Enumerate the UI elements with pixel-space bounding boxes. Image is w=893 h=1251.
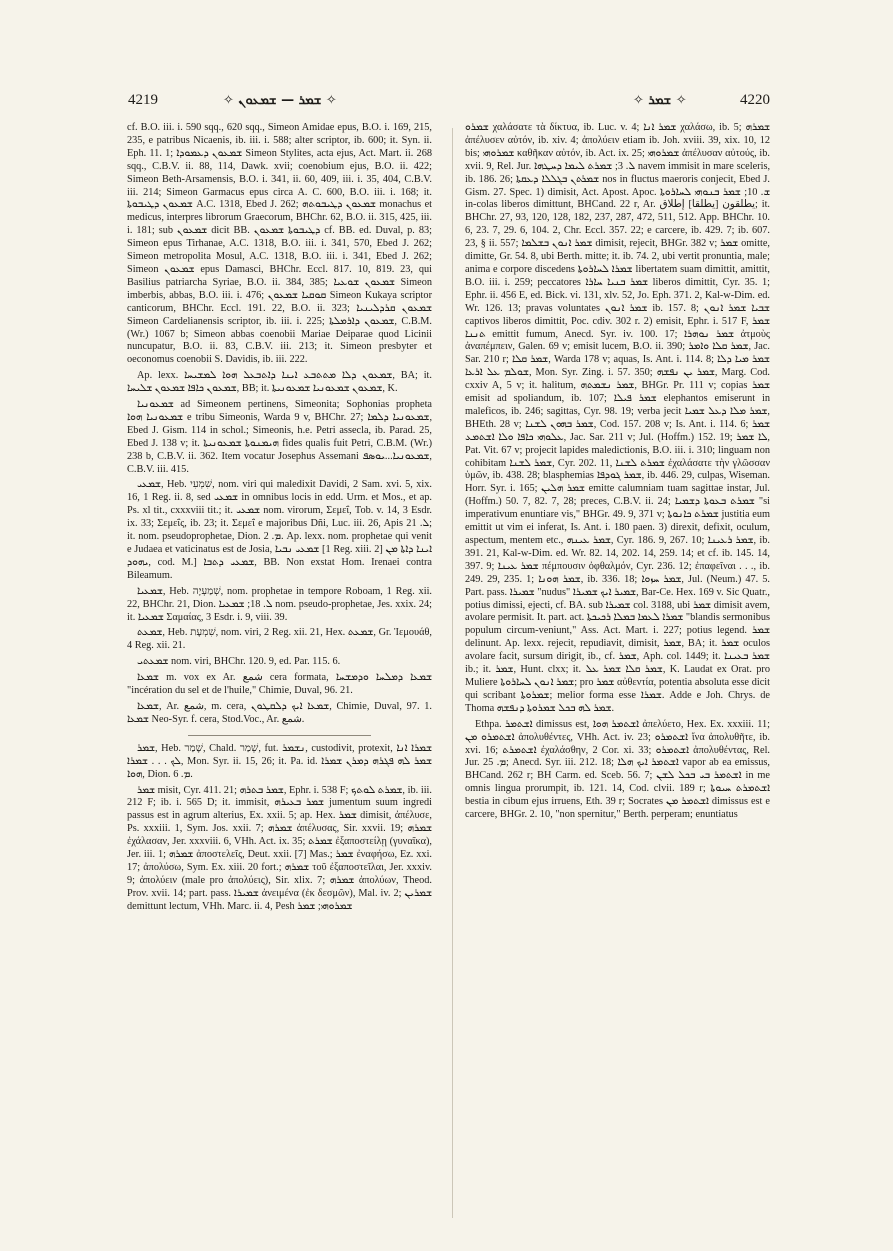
entry-paragraph: ܫܡܪ, Heb. שָׁמַר, Chald. שְׁמַר, fut. ܢܫܡܪ, custodivit, protexit, ܫܡܪܐ ܐܢܐ ܠܟ . . . ܫܡܪܐ, Mon. Syr. ii. 15, 26; it. Pa. id. ܫܡܪ ܠܗ ܦܓܪܗ ܕܡܪܢ ܫܡܪܐ ܗܘܐ, Dion. ܡ. 6. [127, 742, 432, 780]
section-divider [188, 735, 371, 736]
right-column [465, 122, 770, 1222]
entry-paragraph: Ethpa. ܐܫܬܡܪ dimissus est, ܐܫܬܡܪ ܗܘܐ ἀπελύετο, Hex. Ex. xxxiii. 11; ܐܫܬܡܪܘ ܡܢ ἀπολυθέντες, VHh. Act. iv. 23; ܐܫܬܡܪܘ ἵνα ἀπολυθῆτε, ib. xvi. 16; ܐܫܬܡܪܬ ἐχαλάσθην, 2 Cor. xi. 33; ܐܫܬܡܪܘ ἀπολυθέντας, Rel. Jur. ܡ. 25; Anecd. Syr. iii. 212. 18; ܐܫܬܡܪ ܐܝܟ ܗܠܐ vapor ab ea emissus, BHCand. 262 r; BH Carm. ed. Sceb. 56. 7; ܐܫܬܡܪ ܒܝ ܒܟܠ ܠܫܢ in me omnis lingua prorumpit, ib. 121. 14, Cod. clvii. 189 r; ܐܫܬܡܪܬ ܚܝܘܬܐ bestia in cibum ejus irruens, Eth. 39 r; Socrates ܐܫܬܡܪ ܡܢ dimissus est e carcere, BHGr. 2. 10, "non spernitur," Berth. perperam; enuntiatus [465, 718, 770, 821]
entry-paragraph: ܫܡܪ misit, Cyr. 411. 21; ܫܡܪ ܒܬܪܗ, Ephr. i. 538 F; ܫܡܪܬ ܠܘܬܟ, ib. iii. 212 F; ib. i. 565 D; it. immisit, ܫܡܪ ܒܥܝܪܗ jumentum suum ingredi passus est in agrum alterius, Ex. xxii. 5; ap. Hex. ܫܡܪ dimisit, ἀπέλυσε, Ps. xxxiii. 1, Sym. Jos. xxii. 7; ܫܡܪܗ ἀπέλυσας, Sir. xxvii. 19; ܫܡܪܗ ἐχάλασαν, Jer. xxxviii. 6, VHh. Act. ix. 35; ܫܡܪܬ ἐξαποστείλῃ (γυναῖκα), Jer. iii. 1; ܫܡܪܗ ἀποστελεῖς, Deut. xxii. [7] Mas.; ܫܡܪ ἐναφήσω, Ez. xxi. 17; ἀπολύσω, Sym. Ex. xiii. 20 fort.; ܫܡܪܗ τοῦ ἐξαποστεῖλαι, Jer. xxxiv. 9; ἀπολύειν (male pro ἀπολύεις), Sir. xlix. 7; ܫܡܪܗ ἀπολύων, Theod. Prov. xvii. 14; part. pass. ܫܡܝܪܐ ἀνειμένα (ἐκ δεσμῶν), Mal. iv. 2; ܫܡܪܝܢ demittunt lectum, VHh. Marc. ii. 4, Pesh ܫܡܪܘܗܝ; ܫܡܪ [127, 784, 432, 912]
entry-paragraph: ܫܡܥܬ, Heb. שִׁמְעָת, nom. viri, 2 Reg. xii. 21, Hex. ܫܡܥܬ, Gr. Ἰεμουάθ, 4 Reg. xii. 21. [127, 627, 432, 652]
entry-paragraph: ܫܡܥܐ m. vox ex Ar. شمع cera formata, ܫܡܥܐ ܕܡܠܚܐ ܘܕܡܫܚܐ "incération du sel et de l'huile," Chimie, Duval, 96. 21. [127, 672, 432, 697]
entry-paragraph: ܫܡܥܐ, Ar. شمع, m. cera, ܫܡܥܐ ܐܝܟ ܕܠܩܛܘܢ, Chimie, Duval, 97. 1. ܫܡܥܐ Neo-Syr. f. cera, Stod.Voc., Ar. شمع. [127, 700, 432, 725]
entry-paragraph: Ap. lexx. ܫܡܥܘܢ ܕܠܐ ܡܬܬܒܥ ܐܝܢܐ ܕܐܬܒܥܠ ܗܘܐ ܠܡܫܝܚܐ, BA; it. ܫܡܥܘܢ ܟܐܦܐ ܫܡܥܘܢ ܫܠܝܚܐ, BB; it. ܫܡܥܘܢ ܫܡܥܘܢܝܐ ܫܡܥܘܢܝܬܐ, K. [127, 370, 432, 395]
running-head-left: ✧ ܫܡܪ — ܫܡܥܘܢ ✧ [223, 93, 337, 108]
entry-paragraph: cf. B.O. iii. i. 590 sqq., 620 sqq., Simeon Amidae epus, B.O. i. 169, 215, 235, e patribus Nicaenis, ib. iii. i. 588; alter scriptor, ib. 600; it. Syn. ii. Eph. 11. 1; ܫܡܥܘܢ ܕܥܡܘܕܐ Simeon Stylites, acta ejus, Act. Mart. ii. 268 sqq., C.B.V. ii. 88, 114, Dawk. xvii; coenobium ejus, B.O. ii. 422; Simeon Beth-Arsamensis, B.O. i. 341, ii. 60, 409, iii. i. 35, 404, C.B.V. iii. 214; Simeon Garmacus epus circa A. C. 600, B.O. iii. i. 168; it. ܫܡܥܘܢ ܕܛܝܒܘܬܐ A.C. 1318, Ebed J. 262; ܫܡܥܘܢ ܕܛܝܒܘܬܗ monachus et medicus, interpres librorum Graecorum, BHChr. 62, B.O. ii. 315, 425, iii. i. 181; sub ܫܡܥܘܢ dicit BB. ܕܛܝܒܘܬܐ ܫܡܥܘܢ cf. BB. ed. Duval, p. 83; Simeon epus Tirhanae, A.C. 1318, B.O. iii. i. 341, 570, Ebed J. 262; Simeon metropolita Mosul, A.C. 1318, B.O. iii. i. 341, Ebed J. 262; Simeon ܫܡܥܘܢ epus Damasci, BHChr. Eccl. 817. 10, 819. 23, qui Basilius patriarcha Syriae, B.O. ii. 384, 385; ܫܡܥܘܢ ܫܘܥܝܐ Simeon imberbis, abbas, B.O. iii. i. 476; ܩܘܩܝܐ ܫܡܥܘܢ Simeon Kukaya scriptor canticorum, BHChr. Eccl. 191. 22, B.O. ii. 323; ܫܡܥܘܢ ܩܪܕܠܝܢܝܐ Simeon Cardelianensis scriptor, ib. iii. i. 225; ܫܡܥܘܢ ܕܐܪܡܠܬܐ, C.B.M. (Wr.) 1067 b; Simeon abbas coenobii Mariae Deiparae quod Licinii nuncupatur, B.O. ii. 83, C.B.V. iii. 213; it. Simeon presbyter et oeconomus coenobii S. Davidis, ib. iii. 222. [127, 122, 432, 366]
page-number-right: 4220 [740, 92, 770, 108]
column-divider [452, 128, 453, 1218]
left-column [127, 122, 432, 1222]
entry-paragraph: ܫܡܪܘ χαλάσατε τὰ δίκτυα, ib. Luc. v. 4; ܫܡܪ ܐܢܐ χαλάσω, ib. 5; ܫܡܪܗ ἀπέλυσεν αὐτόν, ib. xiv. 4; ἀπολύειν etiam ib. Joh. xviii. 39, xix. 10, 12 bis; ܫܡܪܘܗܝ καθῆκαν αὐτόν, ib. Act. ix. 25; ܫܡܪܘܗܝ ἀπέλυσαν αὐτούς, ib. xvii. 9, Rel. Jur. ܠ. 3; ܫܡܪܬ ܠܝܡܐ ܕܚܛܗܐ navem immisit in mare sceleris, ib. 186. 26; ܫܡܪܬܢ ܒܓܠܠܐ ܕܥܩܬܐ nos in fluctus maeroris conjecit, Ebed J. Gism. 27. Spec. 1) dimisit, Act. Apost. Apoc. ܫ. 10; ܫܡܪ ܒܢܘܗܝ ܠܚܐܪܘܬܐ in-colas liberos dimittunt, BHCand. 22 r, Ar. يطلقون [يطلقا] إطلاق; it. BHChr. 27, 93, 120, 128, 182, 237, 287, 472, 511, 512. App. BHChr. 10. 6, 23. 7, 29. 6, 104. 2, Chr. Eccl. 357. 22; e carcere, ib. 429. 7; ib. 607. 23, § ii. 557; ܫܡܪ ܐܢܘܢ ܒܫܠܡܐ dimisit, rejecit, BHGr. 382 v; ܫܡܪ omitte, dimitte, Gr. 54. 8, ubi Berth. mitte; it. ib. 74. 2, ubi vertit pronuntia, male; anima e corpore discedens ܫܡܪܐ ܠܚܐܪܘܬܐ libertatem suam dimittit, amittit, B.O. iii. i. 259; peccatores ܫܡܪ ܒܢܝܐ ܚܐܪܐ liberos dimittit, Cyr. 35. 1; Ephr. ii. 456 E, ed. Bick. vi. 131, xlv. 52, Jo. Eph. 371. 2, Kal-w-Dim. ed. Wr. 126. 13; pravas voluntates ܫܡܪ ܐܢܘܢ ib. 157. 8; ܫܒܝܐ ܫܡܪ ܐܢܘܢ captivos liberos dimittit, Poc. cdiv. 302 r. 2) emisit, Ephr. i. 517 F, ܫܡܪ ܬܢܢܐ emittit fumum, Anecd. Syr. iv. 100. 17; ܫܡܪ ܢܘܗܪܐ ἀτμοὺς ἀναπέμπειν, Galen. 69 v; emisit lucem, B.O. ii. 390; ܫܡܪ ܩܠܐ ܘܐܡܪ, Jac. Sar. 210 r; ܫܡܪ ܩܠܐ, Warda 178 v; aquas, Is. Ant. i. 114. 8; ܫܡܪ ܡܝܐ ܕܠܐ ܫܘܠܡ ܥܠ ܐܪܥܐ, Mon. Syr. Zing. i. 57. 350; ܫܡܪ ܝܢ ܢܦܫܗ, Marg. Cod. cxxiv A, 5 v; it. halitum, ܫܡܪ ܢܫܡܬܗ, BHGr. Pr. 111 v; copias ܫܡܪ emisit ad spoliandum, ib. 107; ܫܡܪ ܦܝܠܐ elephantos emiserunt in maleficos, ib. 246; sagittas, Cyr. 98. 19; verba jecit ܫܡܪ ܡܠܐ ܕܥܠ ܫܡܝܐ, BHEth. 28 v; ܫܡܪ ܒܗܘܢ ܠܫܢܐ, Cod. 157. 208 v; Is. Ant. i. 114. 6; ܫܡܪ ܥܠܘܗܝ ܟܐܦܐ ܘܠܐ ܐܫܬܡܥ, Jac. Sar. 211 v; Jul. (Hoffm.) 152. 19; ܠܐ ܫܡܪ, Pat. Vit. 67 v; projecit lapides maledictionis, B.O. iii. i. 310; linguam non cohibitam ܫܡܪ ܠܫܢܐ, Cyr. 202. 11, ܫܡܪܬ ܠܫܢܐ ἐχαλάσατε τὴν γλῶσσαν ὑμῶν, ib. 438. 28; blasphemias ܫܡܪ ܓܘܕܦܐ, ib. 446. 29, culpas, Wiseman. Horr. Syr. i. 165; ܫܡܪ ܗܠܝܢ emitte calumniam tuam sagittae instar, Jul. (Hoffm.) 50. 7, 82. 7, 28; preces, C.B.V. ii. 24; ܫܡܪܬ ܒܥܘܬܐ ܕܫܡܝܐ "si imperativum enuntiare vis," BHGr. 49. 9, 371 v; ܫܡܪܬ ܟܐܢܘܬܐ justitia eum emittit ut vim ei inferat, Is. Ant. i. 180 paen. 3) direxit, defixit, oculum, aspectum, mentem etc., ܫܡܪ ܥܝܢܗ, Cyr. 186. 9, 267. 10; ܫܡܪ ܪܥܝܢܐ, ib. 391. 21, Kal-w-Dim. ed. Wr. 82. 14, 202. 14, 259. 14; et cf. ib. 145. 14, 397. 9; ܫܡܪ ܥܝܢܐ πέμπουσιν ὀφθαλμόν, Cyr. 236. 12; ἐπαφεῖναι . . ., ib. 249. 29, 235. 1; ܫܡܪ ܗܘܢܐ, ib. 336. 18; ܫܡܪ ܚܙܘܐ, Jul. (Neum.) 47. 5. Part. pass. ܫܡܝܪܐ "nudus" ܫܡܝܪ ܐܝܟ ܫܡܝܪܐ, Bar-Ce. Hex. 169 v. Sic Quatr., potius dimissi, ejecti, cf. BA. sub ܫܡܝܪܐ col. 3188, ubi ܫܡܪ dimisit avem, avolare permisit. It. part. act. ܫܡܪܐ ܠܥܡܐ ܒܡܠܐ ܪܟܝܟܬܐ "blandis sermonibus populum circum-veniunt," Ass. Act. Mart. i. 227; potius legend. ܫܡܪ delinunt. Ap. lexx. rejecit, repudiavit, dimisit, ܫܡܪ, BA; it. ܫܡܪ oculos avolare facit, sursum dirigit, ib., cf. ܫܡܪ, Aph. col. 1449; it. ܫܡܪ ܒܥܝܢܐ ib.; it. ܫܡܪ, Hunt. clxx; it. ܫܡܪ ܩܠܐ ܫܡܪ ܥܠ, K. Laudat ex Orat. pro Muliere ܫܡܪ ܐܢܘܢ ܠܚܐܪܘܬܐ; pro ܫܡܪ αὐθεντία, potentia absoluta esse dicit qui scribant ܫܡܪܘܬܐ; melior forma esse ܫܡܪܐ. Adde e Joh. Chrys. de Thoma ܫܡܪ ܠܗ ܒܟܠ ܫܡܪܘܬܐ ܕܢܦܫܗ. [465, 122, 770, 714]
entry-paragraph: ܫܡܥܬܝ nom. viri, BHChr. 120. 9, ed. Par. 115. 6. [137, 656, 341, 668]
page-header [128, 92, 770, 112]
entry-paragraph: ܫܡܥܘܢܝܐ ad Simeonem pertinens, Simeonita; Sophonias propheta ܫܡܥܘܢܝܐ ܗܘܐ e tribu Simeonis, Warda 9 v, BHChr. 27; ܫܡܥܘܢܝܐ ܕܠܡܐ, Ebed J. Gism. 114 in schol.; Simeonis, h.e. Petri assecla, ib. Parad. 25, Ebed J. 138 v; it. ܗܝܡܢܘܬܐ ܫܡܥܘܢܝܬܐ fides qualis fuit Petri, C.B.M. (Wr.) 238 b, C.B.V. ii. 362. Item vocatur Josephus Assemani ܫܡܥܘܢܝܐ...ܝܘܣܦ, C.B.V. iii. 415. [127, 399, 432, 475]
page-number-left: 4219 [128, 92, 158, 108]
entry-paragraph: ܫܡܥܝ, Heb. שִׁמְעִי, nom. viri qui maledixit Davidi, 2 Sam. xvi. 5, xix. 16, 1 Reg. ii. 8, sed ܫܡܥܝ in omnibus locis in edd. Urm. et Mos., et ap. Ps. xl tit., cxxxviii tit.; it. ܫܡܥܝ nom. virorum, Σεμεΐ, Tob. v. 14, 3 Esdr. ix. 33; Σεμεΐς, ib. 23; it. Σεμεΐ e majoribus Dñi, Luc. iii. 26, Apis ܠ. 21; it. nom. pseudoprophetae, Dion. ܡ. 2. Ap. lexx. nom. prophetae qui venit e Judaea et vaticinatus est de Josia, ܫܡܥܝ ܢܒܝܐ [1 Reg. xiii. 2] ܐܝܢܐ ܕܐܬܐ ܡܢ ܝܗܘܕ, cod. M.] ܫܡܥܝ ܕܬܒܐ, BB. Non exstat Hom. Irenaei contra Bileamum. [127, 479, 432, 581]
entry-paragraph: ܫܡܥܝܐ, Heb. שְׁמַעְיָה, nom. prophetae in tempore Roboam, 1 Reg. xii. 22, BHChr. 21, Dion. ܠ. 18; ܫܡܥܝܐ nom. pseudo-prophetae, Jes. xxix. 24; it. ܫܡܥܝܐ Σαμαίας, 3 Esdr. i. 9, viii. 39. [127, 585, 432, 623]
running-head-right: ✧ ܫܡܪ ✧ [633, 93, 687, 108]
